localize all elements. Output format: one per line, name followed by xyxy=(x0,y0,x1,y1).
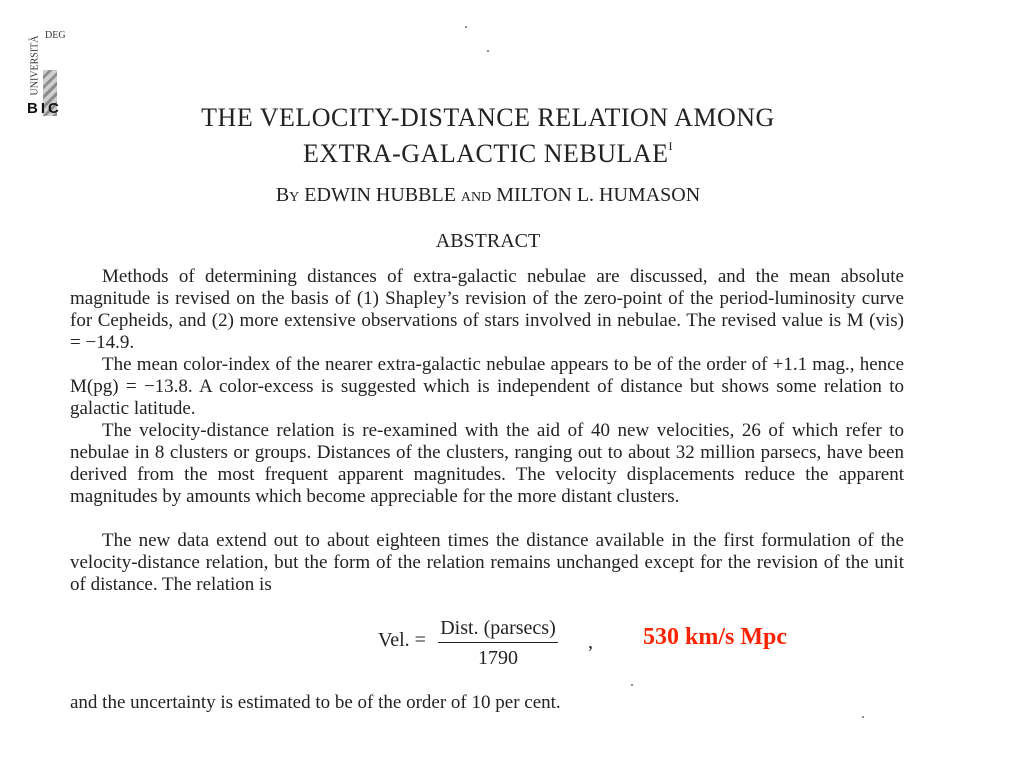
scan-speck xyxy=(631,684,633,686)
paper-title-line-1: THE VELOCITY-DISTANCE RELATION AMONG xyxy=(201,103,775,132)
abstract-paragraph-1 xyxy=(70,266,904,354)
and-label: and xyxy=(460,184,492,206)
velocity-distance-formula xyxy=(378,617,608,671)
logo-university-text: UNIVERSITÀ xyxy=(29,35,41,96)
scan-speck xyxy=(862,716,864,718)
abstract-paragraph-4 xyxy=(70,530,904,596)
author-humason: MILTON L. HUMASON xyxy=(496,184,701,206)
closing-sentence: and the uncertainty is estimated to be of the order of 10 per cent. xyxy=(70,692,561,713)
paragraph-text: The mean color-index of the nearer extra-galactic nebulae appears to be of the order of +1.1 mag., hence M(pg) = −13.8. A color-excess is suggested which is independent of distance but shows some relation to galactic latitude. xyxy=(70,354,904,419)
formula-denominator: 1790 xyxy=(478,647,518,669)
formula-fraction xyxy=(438,617,558,670)
logo-bic-text: BIC xyxy=(27,100,62,117)
formula-numerator: Dist. (parsecs) xyxy=(438,617,558,643)
author-hubble: EDWIN HUBBLE xyxy=(304,184,456,206)
hubble-constant-annotation: 530 km/s Mpc xyxy=(643,624,787,650)
abstract-paragraph-2 xyxy=(70,354,904,420)
scan-speck xyxy=(487,50,489,52)
paper-title-line-2-text: EXTRA-GALACTIC NEBULAE xyxy=(302,139,669,168)
paragraph-text: Methods of determining distances of extra-galactic nebulae are discussed, and the mean absolute magnitude is revised on the basis of (1) Shapley’s revision of the zero-point of the period-luminosity curve for Cepheids, and (2) more extensive observations of stars involved in nebulae. The revised value is M (vis) = −14.9. xyxy=(70,266,904,353)
by-label: By xyxy=(275,184,300,206)
formula-comma: , xyxy=(588,631,593,653)
author-line xyxy=(0,184,976,207)
title-footnote-mark: I xyxy=(668,139,674,153)
logo-deg-text: DEG xyxy=(45,30,66,41)
abstract-heading: ABSTRACT xyxy=(435,230,541,252)
scan-speck xyxy=(465,26,467,28)
formula-lhs: Vel. = xyxy=(378,629,426,651)
paragraph-text: The new data extend out to about eighteen times the distance available in the first formulation of the velocity-distance relation, but the form of the relation remains unchanged except for the revision of the unit of distance. The relation is xyxy=(70,530,904,595)
paragraph-text: The velocity-distance relation is re-examined with the aid of 40 new velocities, 26 of which refer to nebulae in 8 clusters or groups. Distances of the clusters, ranging out to about 32 million parsecs, have been derived from the most frequent apparent magnitudes. The velocity displacements reduce the apparent magnitudes by amounts which become appreciable for the more distant clusters. xyxy=(70,420,904,507)
abstract-paragraph-3 xyxy=(70,420,904,508)
paper-title-line-2 xyxy=(0,139,976,169)
